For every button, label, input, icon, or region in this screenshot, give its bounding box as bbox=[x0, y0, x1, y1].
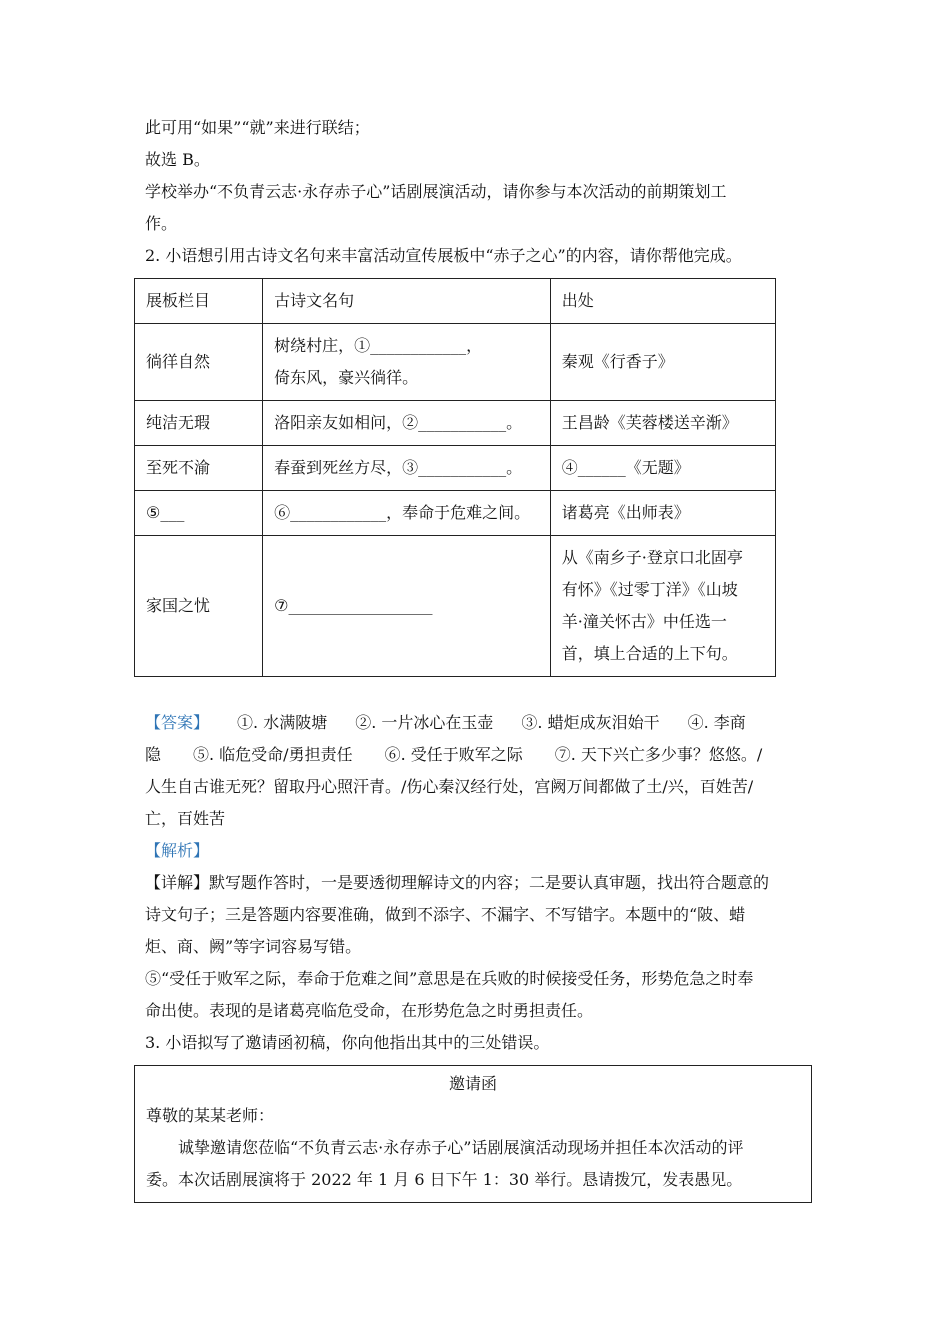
answer-item: ④. 李商 bbox=[687, 713, 746, 732]
answer-line: 隐 ⑤. 临危受命/勇担责任 ⑥. 受任于败军之际 ⑦. 天下兴亡多少事？悠悠。/ bbox=[145, 745, 763, 764]
invitation-body: 委。本次话剧展演将于 2022 年 1 月 6 日下午 1：30 举行。恳请拨冗，发表愚见。 bbox=[146, 1170, 743, 1189]
text-line: 作。 bbox=[145, 214, 178, 233]
table-cell: ⑥____________，奉命于危难之间。 bbox=[263, 491, 551, 536]
poem-line: 倚东风，豪兴徜徉。 bbox=[274, 368, 419, 387]
answer-block bbox=[145, 707, 815, 835]
text-line: 故选 B。 bbox=[145, 150, 210, 169]
table-cell: ⑤___ bbox=[135, 491, 263, 536]
table-row bbox=[135, 536, 776, 677]
analysis-line: ⑤“受任于败军之际，奉命于危难之间”意思是在兵败的时候接受任务，形势危急之时奉 bbox=[145, 969, 754, 988]
table-cell: 春蚕到死丝方尽，③___________。 bbox=[263, 446, 551, 491]
table-cell: 家国之忧 bbox=[135, 536, 263, 677]
table-row bbox=[135, 401, 776, 446]
answer-item: ①. 水满陂塘 bbox=[237, 713, 328, 732]
analysis-label: 【解析】 bbox=[145, 841, 210, 860]
document-page bbox=[145, 112, 815, 1203]
invitation-title: 邀请函 bbox=[448, 1074, 497, 1093]
analysis-line: 炬、商、阙”等字词容易写错。 bbox=[145, 937, 362, 956]
table-header: 展板栏目 bbox=[135, 279, 263, 324]
analysis-line: 命出使。表现的是诸葛亮临危受命，在形势危急之时勇担责任。 bbox=[145, 1001, 594, 1020]
table-cell: ⑦__________________ bbox=[263, 536, 551, 677]
table-cell: 秦观《行香子》 bbox=[550, 324, 775, 401]
table-row bbox=[135, 446, 776, 491]
analysis-line: 【详解】默写题作答时，一是要透彻理解诗文的内容；二是要认真审题，找出符合题意的 bbox=[145, 873, 770, 892]
text-line: 学校举办“不负青云志·永存赤子心”话剧展演活动，请你参与本次活动的前期策划工 bbox=[145, 182, 727, 201]
invitation-box bbox=[134, 1065, 812, 1203]
table-header: 出处 bbox=[550, 279, 775, 324]
answer-item: ③. 蜡炬成灰泪始干 bbox=[521, 713, 660, 732]
analysis-line: 诗文句子；三是答题内容要准确，做到不添字、不漏字、不写错字。本题中的“陂、蜡 bbox=[145, 905, 746, 924]
invitation-body: 诚挚邀请您莅临“不负青云志·永存赤子心”话剧展演活动现场并担任本次活动的评 bbox=[178, 1138, 744, 1157]
table-cell: 纯洁无瑕 bbox=[135, 401, 263, 446]
table-cell: 洛阳亲友如相问，②___________。 bbox=[263, 401, 551, 446]
table-cell bbox=[550, 536, 775, 677]
answer-line: 亡，百姓苦 bbox=[145, 809, 226, 828]
poem-table bbox=[134, 278, 776, 677]
answer-line bbox=[145, 707, 815, 739]
source-line: 有怀》《过零丁洋》《山坡 bbox=[561, 580, 738, 599]
poem-line: 树绕村庄，①____________， bbox=[274, 336, 483, 355]
source-line: 首，填上合适的上下句。 bbox=[561, 644, 738, 663]
table-cell: 徜徉自然 bbox=[135, 324, 263, 401]
source-line: 从《南乡子·登京口北固亭 bbox=[561, 548, 743, 567]
question-3: 3. 小语拟写了邀请函初稿，你向他指出其中的三处错误。 bbox=[145, 1033, 550, 1052]
table-cell bbox=[263, 324, 551, 401]
table-cell: 诸葛亮《出师表》 bbox=[550, 491, 775, 536]
table-header: 古诗文名句 bbox=[263, 279, 551, 324]
text-line: 此可用“如果”“就”来进行联结； bbox=[145, 118, 370, 137]
table-cell: ④______《无题》 bbox=[550, 446, 775, 491]
question-2: 2. 小语想引用古诗文名句来丰富活动宣传展板中“赤子之心”的内容，请你帮他完成。 bbox=[145, 246, 742, 265]
answer-line: 人生自古谁无死？留取丹心照汗青。/伤心秦汉经行处，宫阙万间都做了土/兴，百姓苦/ bbox=[145, 777, 754, 796]
table-header-row bbox=[135, 279, 776, 324]
table-row bbox=[135, 491, 776, 536]
source-line: 羊·潼关怀古》中任选一 bbox=[561, 612, 727, 631]
table-cell: 至死不渝 bbox=[135, 446, 263, 491]
answer-item: ②. 一片冰心在玉壶 bbox=[355, 713, 494, 732]
table-cell: 王昌龄《芙蓉楼送辛渐》 bbox=[550, 401, 775, 446]
answer-label: 【答案】 bbox=[145, 713, 210, 732]
table-row bbox=[135, 324, 776, 401]
invitation-salutation: 尊敬的某某老师： bbox=[146, 1106, 275, 1125]
